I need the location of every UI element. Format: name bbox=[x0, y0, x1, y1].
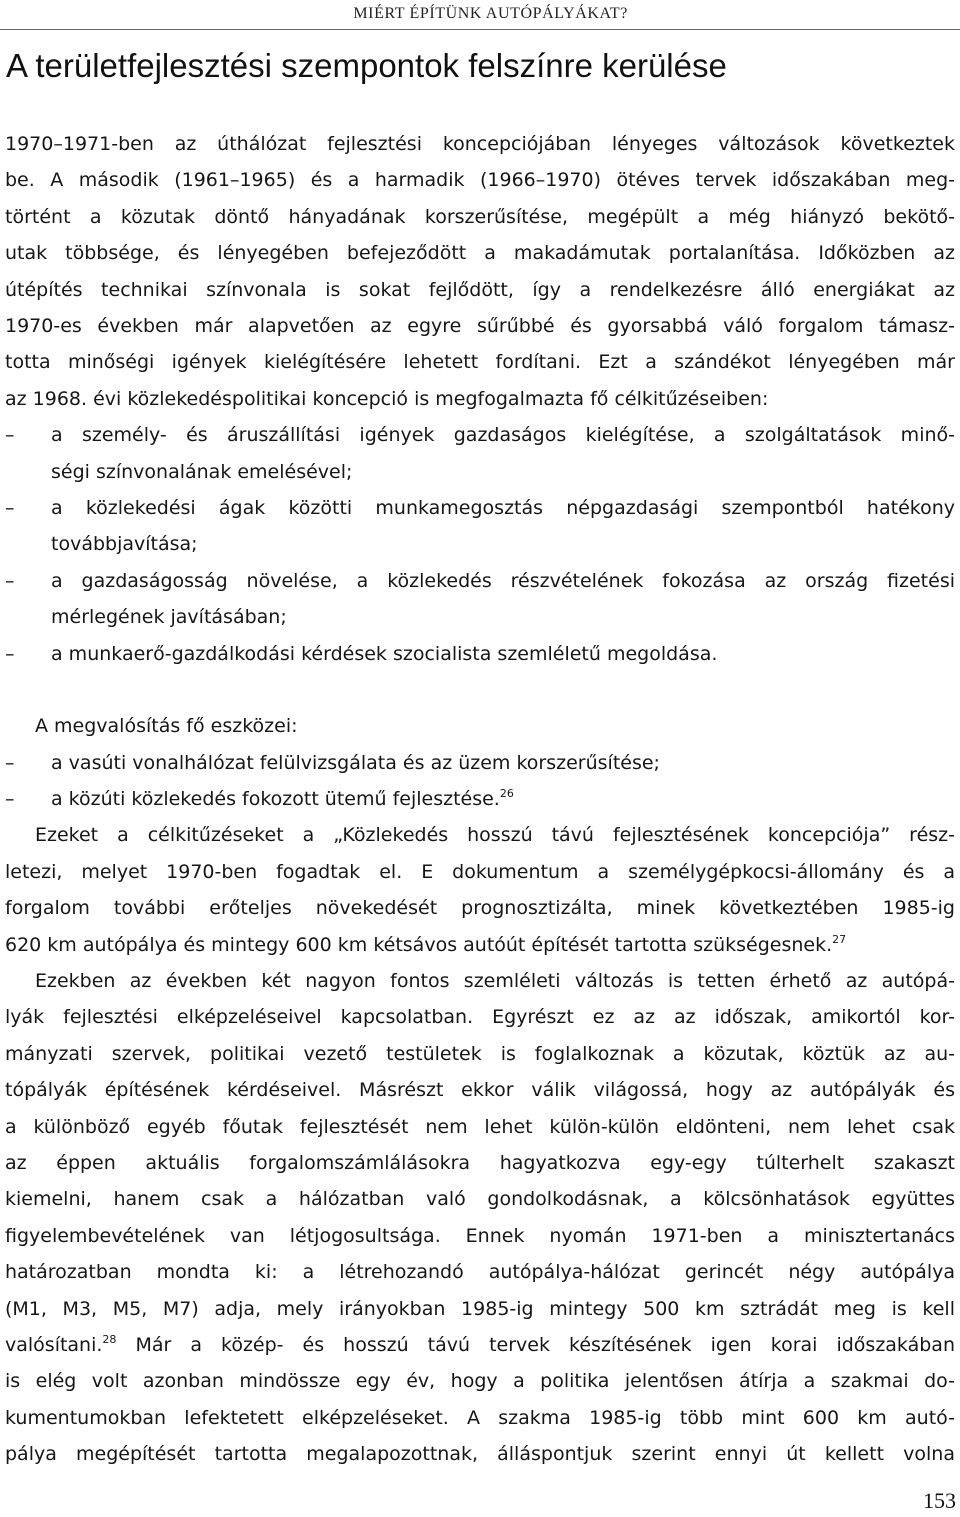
text-line: be. A második (1961–1965) és a harmadik (1966–1970) ötéves tervek időszakában meg- bbox=[5, 169, 955, 192]
text-line: az éppen aktuális forgalomszámlálásokra hagyatkozva egy-egy túlterhelt szakaszt bbox=[5, 1151, 955, 1174]
list-item-text: a munkaerő-gazdálkodási kérdések szocialista szemléletű megoldása. bbox=[51, 642, 718, 665]
text-line bbox=[5, 1327, 955, 1363]
text-line: 1970-es években már alapvetően az egyre sűrűbbé és gyorsabbá váló forgalom támasz- bbox=[5, 315, 955, 338]
text-line: figyelembevételének van létjogosultsága. Ennek nyomán 1971-ben a minisztertanács bbox=[5, 1224, 955, 1247]
text-line: is elég volt azonban mindössze egy év, hogy a politika jelentősen átírja a szakmai do- bbox=[5, 1370, 955, 1393]
text-line: tópályák építésének kérdéseivel. Másrészt ekkor válik világossá, hogy az autópályák és bbox=[5, 1079, 955, 1102]
list-item bbox=[5, 490, 955, 526]
list-item-continuation bbox=[5, 599, 955, 635]
text-line bbox=[5, 927, 955, 963]
section-title: A területfejlesztési szempontok felszínre kerülése bbox=[6, 47, 727, 84]
page-number: 153 bbox=[923, 1488, 956, 1513]
text-line-content: valósítani. bbox=[5, 1334, 103, 1356]
list-item-text: továbbjavítása; bbox=[51, 533, 198, 556]
text-line: kumentumokban lefektetett elképzeléseket. A szakma 1985-ig több mint 600 km autó- bbox=[5, 1406, 955, 1429]
header-rule bbox=[0, 29, 960, 30]
text-line: 1970–1971-ben az úthálózat fejlesztési koncepciójában lényeges változások következtek bbox=[5, 133, 955, 155]
text-line: útépítés technikai színvonala is sokat fejlődött, így a rendelkezésre álló energiákat az bbox=[5, 278, 955, 301]
text-line: forgalom további erőteljes növekedését prognosztizálta, minek következtében 1985-ig bbox=[5, 897, 955, 920]
dash-marker: – bbox=[5, 424, 15, 447]
running-head: MIÉRT ÉPÍTÜNK AUTÓPÁLYÁKAT? bbox=[353, 5, 628, 22]
list-item-continuation bbox=[5, 454, 955, 490]
text-line: mányzati szervek, politikai vezető testületek is foglalkoznak a közutak, köztük az au- bbox=[5, 1042, 955, 1065]
list-item bbox=[5, 636, 955, 672]
text-line: Ezeket a célkitűzéseket a „Közlekedés hosszú távú fejlesztésének koncepciója” rész- bbox=[35, 824, 955, 847]
dash-marker: – bbox=[5, 787, 15, 810]
list-item-continuation bbox=[5, 526, 955, 562]
list-item bbox=[5, 781, 955, 817]
text-line: totta minőségi igények kielégítésére lehetett fordítani. Ezt a szándékot lényegében már bbox=[5, 351, 955, 374]
text-line: lyák fejlesztési elképzeléseivel kapcsolatban. Egyrészt ez az az időszak, amikortól kor- bbox=[5, 1006, 955, 1029]
text-line: pálya megépítését tartotta megalapozottnak, álláspontjuk szerint ennyi út kellett volna bbox=[5, 1443, 955, 1466]
list-item-text: a vasúti vonalhálózat felülvizsgálata és az üzem korszerűsítése; bbox=[51, 751, 660, 774]
list-item bbox=[5, 417, 955, 453]
list-item bbox=[5, 563, 955, 599]
list-item-text: a közúti közlekedés fokozott ütemű fejlesztése. bbox=[51, 787, 500, 810]
text-line: Ezekben az években két nagyon fontos szemléleti változás is tetten érhető az autópá- bbox=[35, 969, 955, 992]
dash-marker: – bbox=[5, 751, 15, 774]
text-line: A megvalósítás fő eszközei: bbox=[35, 715, 298, 738]
list-item-text: mérlegének javításában; bbox=[51, 606, 287, 629]
text-line: utak többsége, és lényegében befejeződött a makadámutak portalanítása. Időközben az bbox=[5, 242, 955, 265]
text-line: határozatban mondta ki: a létrehozandó autópálya-hálózat gerincét négy autópálya bbox=[5, 1261, 955, 1284]
text-line: a különböző egyéb főutak fejlesztését nem lehet külön-külön eldönteni, nem lehet csak bbox=[5, 1115, 955, 1138]
dash-marker: – bbox=[5, 569, 15, 592]
dash-marker: – bbox=[5, 497, 15, 520]
footnote-ref[interactable]: 28 bbox=[102, 1333, 117, 1346]
list-item-text: a közlekedési ágak közötti munkamegosztás népgazdasági szempontból hatékony bbox=[51, 497, 955, 520]
dash-marker: – bbox=[5, 642, 15, 665]
text-line: letezi, melyet 1970-ben fogadtak el. E dokumentum a személygépkocsi-állomány és a bbox=[5, 860, 955, 883]
list-item-text: a személy- és áruszállítási igények gazdaságos kielégítése, a szolgáltatások minő- bbox=[51, 424, 955, 447]
list-item bbox=[5, 745, 955, 781]
text-line: (M1, M3, M5, M7) adja, mely irányokban 1985-ig mintegy 500 km sztrádát meg is kell bbox=[5, 1297, 955, 1320]
text-line: történt a közutak döntő hányadának korszerűsítése, megépült a még hiányzó bekötő- bbox=[5, 205, 955, 228]
list-item-text: a gazdaságosság növelése, a közlekedés részvételének fokozása az ország fizetési bbox=[51, 569, 955, 592]
paragraph-gap bbox=[5, 672, 955, 708]
footnote-ref[interactable]: 26 bbox=[499, 786, 514, 800]
body-text bbox=[5, 126, 955, 1473]
text-line-content: 620 km autópálya és mintegy 600 km kétsávos autóút építését tartotta szükségesnek. bbox=[5, 933, 833, 956]
text-line: kiemelni, hanem csak a hálózatban való gondolkodásnak, a kölcsönhatások együttes bbox=[5, 1188, 955, 1211]
text-line-content: Már a közép- és hosszú távú tervek készítésének igen korai időszakában bbox=[116, 1334, 955, 1356]
list-item-text: ségi színvonalának emelésével; bbox=[51, 460, 353, 483]
footnote-ref[interactable]: 27 bbox=[832, 932, 847, 946]
text-line: az 1968. évi közlekedéspolitikai koncepció is megfogalmazta fő célkitűzéseiben: bbox=[5, 387, 769, 410]
